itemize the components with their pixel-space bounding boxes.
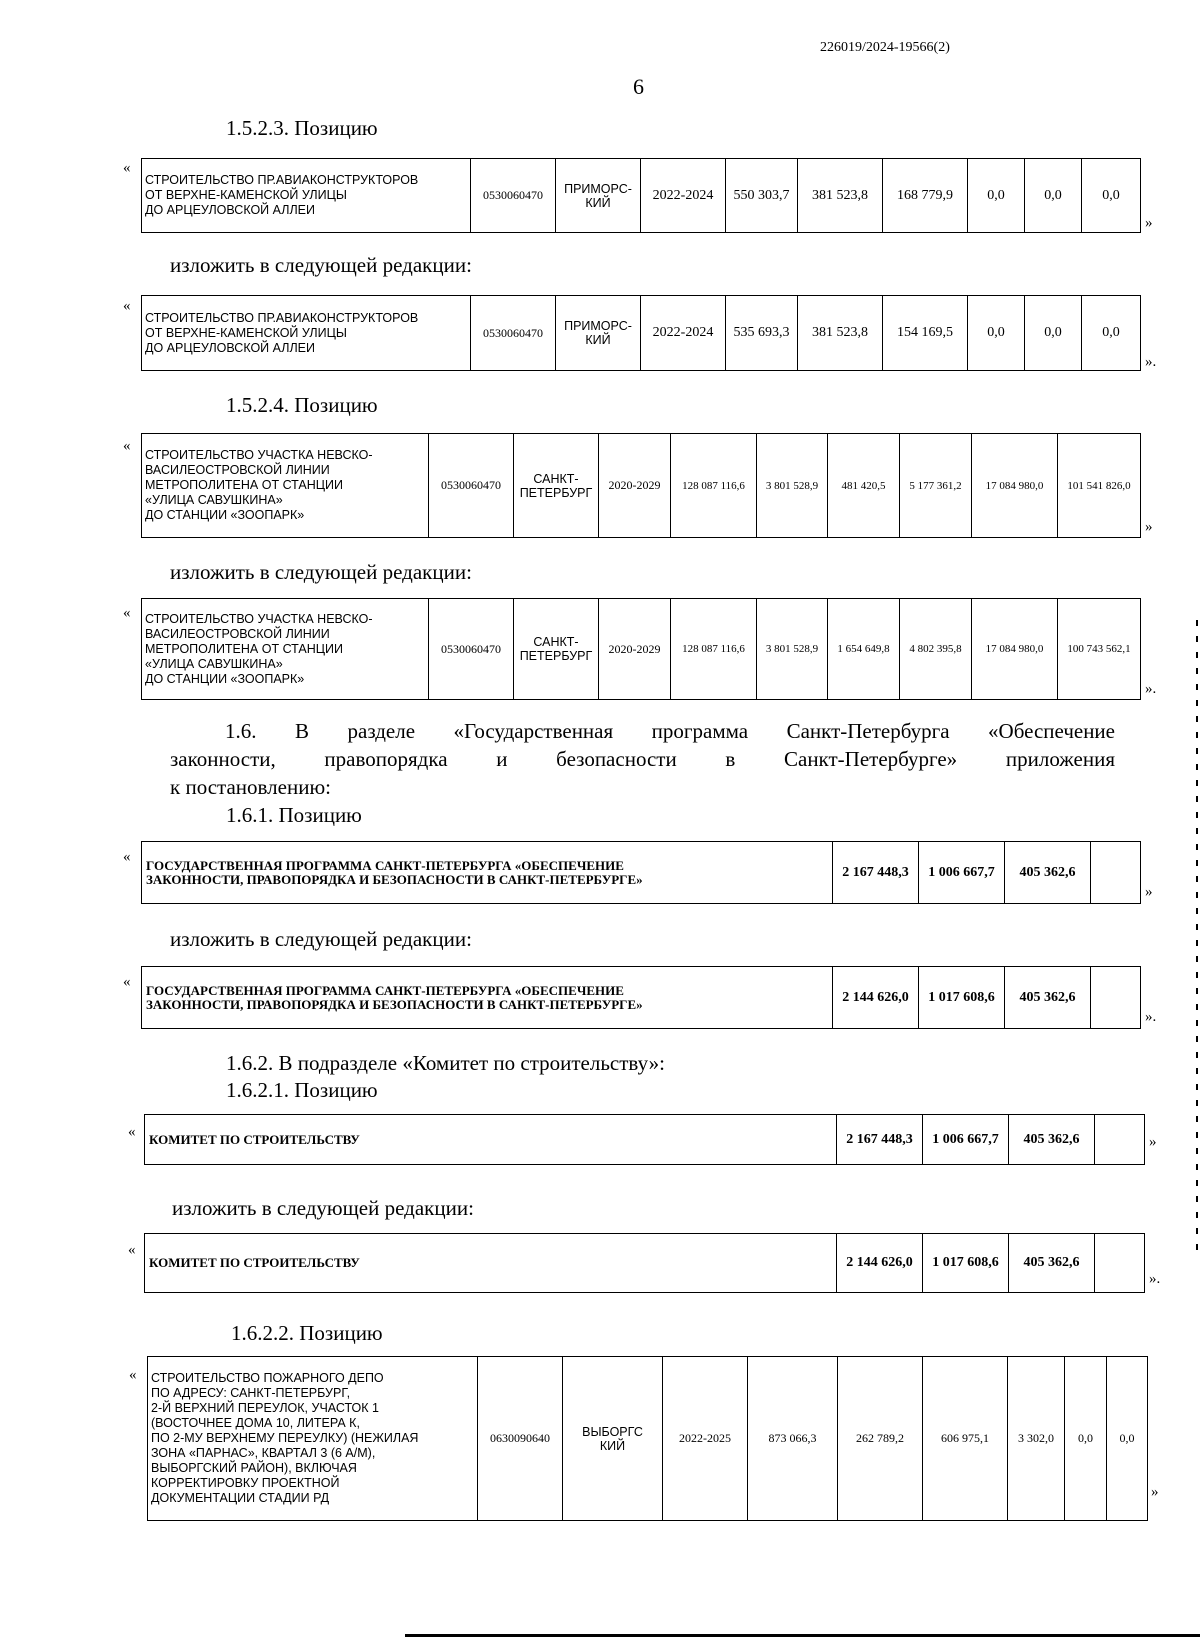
value-cell: 101 541 826,0: [1058, 434, 1141, 538]
value-cell: [1095, 1234, 1145, 1293]
table-1-5-2-3-new: [141, 295, 1141, 371]
phrase-new-edition: изложить в следующей редакции:: [170, 927, 472, 951]
region-cell: САНКТ- ПЕТЕРБУРГ: [514, 434, 599, 538]
quote-open: «: [123, 605, 131, 621]
value-cell: 262 789,2: [838, 1357, 923, 1521]
value-cell: 0,0: [968, 296, 1025, 371]
value-cell: 0,0: [1082, 296, 1141, 371]
phrase-new-edition: изложить в следующей редакции:: [172, 1196, 474, 1220]
object-name-cell: СТРОИТЕЛЬСТВО ПР.АВИАКОНСТРУКТОРОВ ОТ ВЕРХНЕ-КАМЕНСКОЙ УЛИЦЫ ДО АРЦЕУЛОВСКОЙ АЛЛЕИ: [142, 296, 471, 371]
table-1-5-2-4-old: [141, 433, 1141, 538]
value-cell: 1 006 667,7: [923, 1115, 1009, 1165]
value-cell: 0,0: [968, 159, 1025, 233]
phrase-new-edition: изложить в следующей редакции:: [170, 253, 472, 277]
paragraph-1-6-line-3: к постановлению:: [170, 775, 331, 799]
quote-open: «: [123, 298, 131, 314]
table-1-5-2-3-old: [141, 158, 1141, 233]
object-name-cell: СТРОИТЕЛЬСТВО УЧАСТКА НЕВСКО- ВАСИЛЕОСТРОВСКОЙ ЛИНИИ МЕТРОПОЛИТЕНА ОТ СТАНЦИИ «УЛИЦА САВУШКИНА» ДО СТАНЦИИ «ЗООПАРК»: [142, 434, 429, 538]
paragraph-1-6-line-2: законности, правопорядка и безопасности в Санкт-Петербурге» приложения: [170, 747, 1115, 771]
table-1-6-1-new: [141, 966, 1141, 1029]
quote-close: »: [1145, 884, 1153, 900]
value-cell: 128 087 116,6: [671, 434, 757, 538]
value-cell: 2 167 448,3: [833, 842, 919, 904]
table-1-6-1-old: [141, 841, 1141, 904]
region-cell: САНКТ- ПЕТЕРБУРГ: [514, 599, 599, 700]
value-cell: 606 975,1: [923, 1357, 1008, 1521]
quote-open: «: [128, 1242, 136, 1258]
quote-open: «: [123, 160, 131, 176]
value-cell: 0,0: [1082, 159, 1141, 233]
value-cell: 2 144 626,0: [837, 1234, 923, 1293]
quote-close: »: [1149, 1134, 1157, 1150]
value-cell: 405 362,6: [1009, 1234, 1095, 1293]
value-cell: 873 066,3: [748, 1357, 838, 1521]
value-cell: 535 693,3: [726, 296, 798, 371]
value-cell: 3 302,0: [1008, 1357, 1065, 1521]
value-cell: 405 362,6: [1009, 1115, 1095, 1165]
quote-close-dot: ».: [1145, 354, 1157, 370]
scan-edge-marks: [1196, 620, 1199, 1260]
value-cell: 17 084 980,0: [972, 434, 1058, 538]
value-cell: 168 779,9: [883, 159, 968, 233]
code-cell: 0530060470: [471, 159, 556, 233]
value-cell: 1 017 608,6: [923, 1234, 1009, 1293]
value-cell: [1091, 842, 1141, 904]
heading-1-5-2-4: 1.5.2.4. Позицию: [226, 393, 378, 417]
heading-1-6-2-1: 1.6.2.1. Позицию: [226, 1078, 378, 1102]
quote-close-dot: ».: [1145, 681, 1157, 697]
heading-1-5-2-3: 1.5.2.3. Позицию: [226, 116, 378, 140]
value-cell: 0,0: [1025, 296, 1082, 371]
region-cell: ПРИМОРС- КИЙ: [556, 296, 641, 371]
scan-bottom-edge: [405, 1634, 1200, 1637]
value-cell: 4 802 395,8: [900, 599, 972, 700]
value-cell: 481 420,5: [828, 434, 900, 538]
value-cell: 3 801 528,9: [757, 434, 828, 538]
region-cell: ПРИМОРС- КИЙ: [556, 159, 641, 233]
years-cell: 2022-2024: [641, 159, 726, 233]
value-cell: 550 303,7: [726, 159, 798, 233]
quote-close: »: [1151, 1484, 1159, 1500]
region-cell: ВЫБОРГС КИЙ: [563, 1357, 663, 1521]
value-cell: [1095, 1115, 1145, 1165]
quote-close: »: [1145, 519, 1153, 535]
value-cell: 128 087 116,6: [671, 599, 757, 700]
page-number: 6: [633, 74, 644, 99]
value-cell: 0,0: [1065, 1357, 1107, 1521]
value-cell: 3 801 528,9: [757, 599, 828, 700]
value-cell: 17 084 980,0: [972, 599, 1058, 700]
value-cell: 100 743 562,1: [1058, 599, 1141, 700]
heading-1-6-2-2: 1.6.2.2. Позицию: [231, 1321, 383, 1345]
code-cell: 0530060470: [429, 599, 514, 700]
code-cell: 0630090640: [478, 1357, 563, 1521]
value-cell: 381 523,8: [798, 159, 883, 233]
phrase-new-edition: изложить в следующей редакции:: [170, 560, 472, 584]
quote-open: «: [123, 974, 131, 990]
quote-open: «: [128, 1124, 136, 1140]
value-cell: 0,0: [1025, 159, 1082, 233]
value-cell: 1 006 667,7: [919, 842, 1005, 904]
value-cell: 2 167 448,3: [837, 1115, 923, 1165]
object-name-cell: СТРОИТЕЛЬСТВО ПР.АВИАКОНСТРУКТОРОВ ОТ ВЕРХНЕ-КАМЕНСКОЙ УЛИЦЫ ДО АРЦЕУЛОВСКОЙ АЛЛЕИ: [142, 159, 471, 233]
committee-name-cell: КОМИТЕТ ПО СТРОИТЕЛЬСТВУ: [145, 1115, 837, 1165]
value-cell: 405 362,6: [1005, 967, 1091, 1029]
value-cell: 1 017 608,6: [919, 967, 1005, 1029]
quote-open: «: [123, 849, 131, 865]
program-name-cell: ГОСУДАРСТВЕННАЯ ПРОГРАММА САНКТ-ПЕТЕРБУРГА «ОБЕСПЕЧЕНИЕ ЗАКОННОСТИ, ПРАВОПОРЯДКА И БЕЗОПАСНОСТИ В САНКТ-ПЕТЕРБУРГЕ»: [142, 967, 833, 1029]
program-name-cell: ГОСУДАРСТВЕННАЯ ПРОГРАММА САНКТ-ПЕТЕРБУРГА «ОБЕСПЕЧЕНИЕ ЗАКОННОСТИ, ПРАВОПОРЯДКА И БЕЗОПАСНОСТИ В САНКТ-ПЕТЕРБУРГЕ»: [142, 842, 833, 904]
code-cell: 0530060470: [471, 296, 556, 371]
value-cell: 381 523,8: [798, 296, 883, 371]
quote-open: «: [123, 438, 131, 454]
quote-close-dot: ».: [1145, 1009, 1157, 1025]
paragraph-1-6-line-1: 1.6. В разделе «Государственная программа Санкт-Петербурга «Обеспечение: [225, 719, 1115, 743]
value-cell: [1091, 967, 1141, 1029]
committee-name-cell: КОМИТЕТ ПО СТРОИТЕЛЬСТВУ: [145, 1234, 837, 1293]
document-number: 226019/2024-19566(2): [820, 40, 950, 55]
years-cell: 2022-2025: [663, 1357, 748, 1521]
value-cell: 1 654 649,8: [828, 599, 900, 700]
table-1-5-2-4-new: [141, 598, 1141, 700]
value-cell: 405 362,6: [1005, 842, 1091, 904]
object-name-cell: СТРОИТЕЛЬСТВО УЧАСТКА НЕВСКО- ВАСИЛЕОСТРОВСКОЙ ЛИНИИ МЕТРОПОЛИТЕНА ОТ СТАНЦИИ «УЛИЦА САВУШКИНА» ДО СТАНЦИИ «ЗООПАРК»: [142, 599, 429, 700]
years-cell: 2020-2029: [599, 599, 671, 700]
value-cell: 2 144 626,0: [833, 967, 919, 1029]
object-name-cell: СТРОИТЕЛЬСТВО ПОЖАРНОГО ДЕПО ПО АДРЕСУ: САНКТ-ПЕТЕРБУРГ, 2-Й ВЕРХНИЙ ПЕРЕУЛОК, УЧАСТОК 1 (ВОСТОЧНЕЕ ДОМА 10, ЛИТЕРА К, ПО 2-МУ ВЕРХНЕМУ ПЕРЕУЛКУ) (НЕЖИЛАЯ ЗОНА «ПАРНАС», КВАРТАЛ 3 (6 А/М), ВЫБОРГСКИЙ РАЙОН), ВКЛЮЧАЯ КОРРЕКТИРОВКУ ПРОЕКТНОЙ ДОКУМЕНТАЦИИ СТАДИИ РД: [148, 1357, 478, 1521]
heading-1-6-1: 1.6.1. Позицию: [226, 803, 362, 827]
table-1-6-2-2-old: [147, 1356, 1148, 1521]
table-1-6-2-1-new: [144, 1233, 1145, 1293]
code-cell: 0530060470: [429, 434, 514, 538]
table-1-6-2-1-old: [144, 1114, 1145, 1165]
years-cell: 2020-2029: [599, 434, 671, 538]
quote-open: «: [129, 1367, 137, 1383]
quote-close: »: [1145, 215, 1153, 231]
value-cell: 5 177 361,2: [900, 434, 972, 538]
quote-close-dot: ».: [1149, 1271, 1161, 1287]
heading-1-6-2: 1.6.2. В подразделе «Комитет по строительству»:: [226, 1051, 665, 1075]
value-cell: 0,0: [1107, 1357, 1148, 1521]
value-cell: 154 169,5: [883, 296, 968, 371]
years-cell: 2022-2024: [641, 296, 726, 371]
